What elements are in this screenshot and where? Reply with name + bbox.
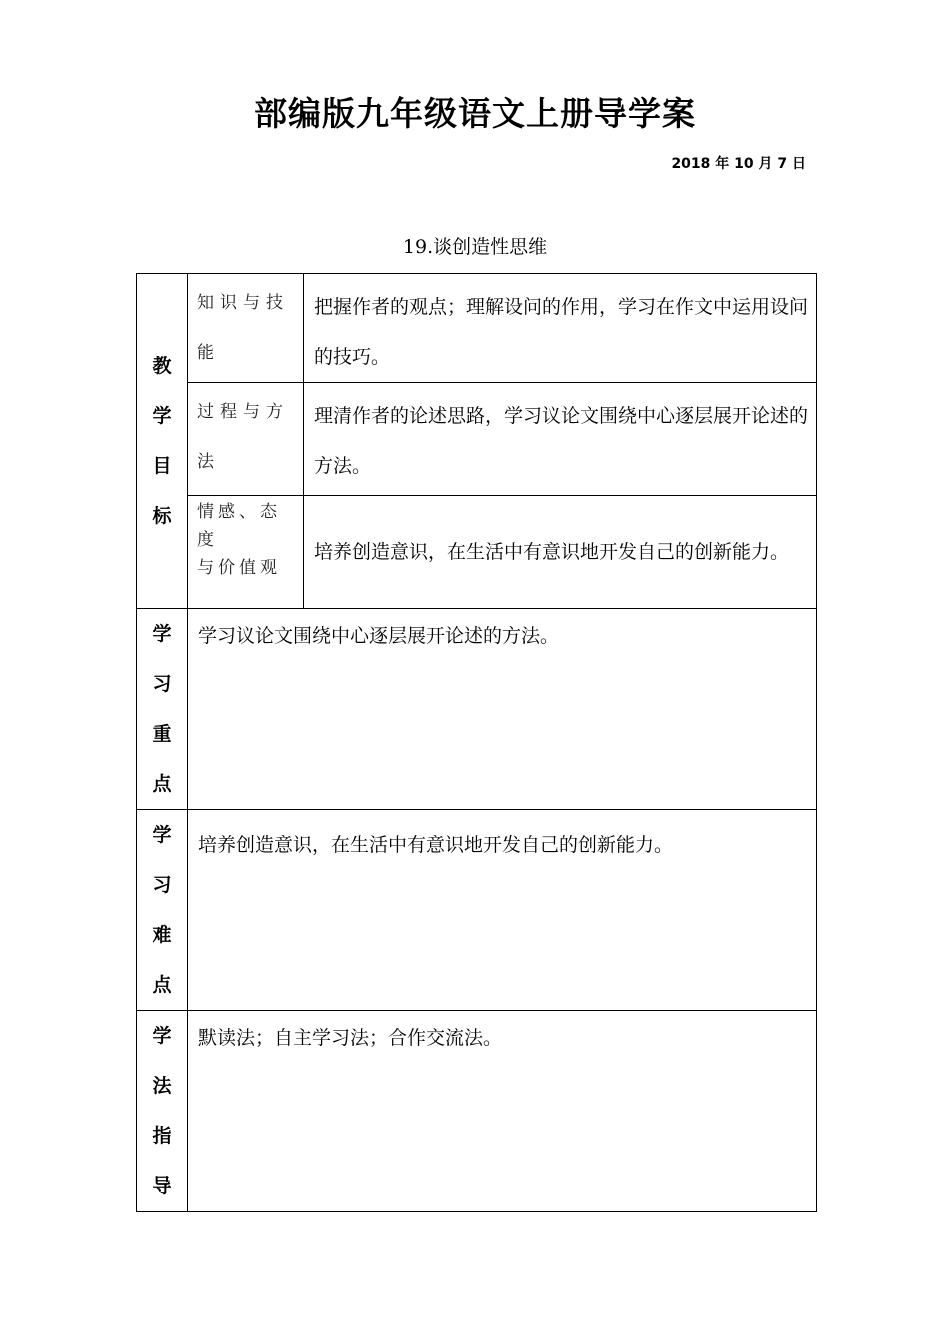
label-char: 指 [152,1125,172,1147]
label-char: 点 [152,773,172,795]
objectives-row-knowledge [137,274,817,383]
label-char: 点 [152,974,172,996]
method-guide-label [137,1011,188,1212]
method-guide-content: 默读法；自主学习法；合作交流法。 [188,1011,817,1212]
objective-label-knowledge: 知识与技能 [188,274,304,383]
objective-label-emotion-line1: 情感、态度 [197,502,281,550]
objective-label-emotion [188,496,304,609]
label-char: 目 [152,455,172,477]
key-points-content: 学习议论文围绕中心逐层展开论述的方法。 [188,609,817,810]
label-char: 学 [152,824,172,846]
objective-content-process: 理清作者的论述思路，学习议论文围绕中心逐层展开论述的方法。 [304,383,817,496]
objective-content-knowledge: 把握作者的观点；理解设问的作用，学习在作文中运用设问的技巧。 [304,274,817,383]
objective-label-process: 过程与方法 [188,383,304,496]
objectives-label [137,274,188,609]
difficulties-content: 培养创造意识，在生活中有意识地开发自己的创新能力。 [188,810,817,1011]
label-char: 标 [152,505,172,527]
page-title: 部编版九年级语文上册导学案 [254,94,696,133]
label-char: 教 [152,355,172,377]
method-guide-row [137,1011,817,1212]
lesson-title: 19.谈创造性思维 [402,236,548,258]
date: 2018 年 10 月 7 日 [671,156,806,172]
label-char: 习 [152,874,172,896]
label-char: 学 [152,623,172,645]
objectives-row-emotion [137,496,817,609]
objective-content-emotion: 培养创造意识，在生活中有意识地开发自己的创新能力。 [304,496,817,609]
objectives-row-process [137,383,817,496]
label-char: 法 [152,1075,172,1097]
objective-label-emotion-line2: 与价值观 [197,558,281,578]
difficulties-label [137,810,188,1011]
label-char: 习 [152,673,172,695]
key-points-row [137,609,817,810]
study-plan-table [136,273,817,1212]
label-char: 学 [152,1025,172,1047]
label-char: 重 [152,723,172,745]
key-points-label [137,609,188,810]
label-char: 难 [152,924,172,946]
label-char: 学 [152,405,172,427]
difficulties-row [137,810,817,1011]
label-char: 导 [152,1175,172,1197]
